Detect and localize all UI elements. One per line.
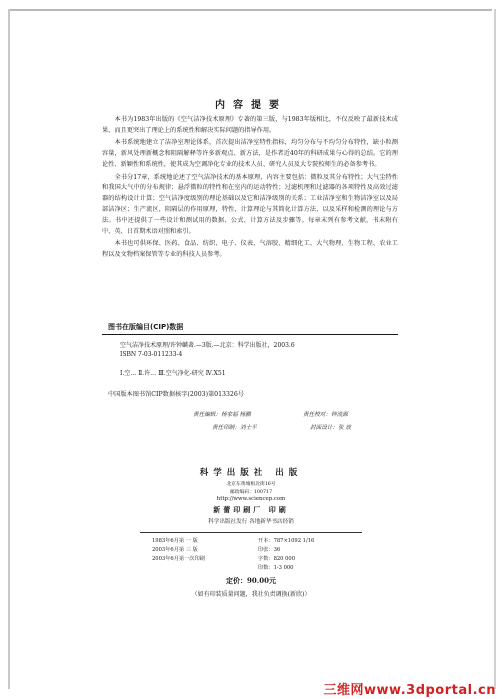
format-size: 开本：787×1092 1/16 [258, 538, 315, 544]
abstract-heading: 内容提要 [215, 100, 287, 111]
print-run: 印数：1-3 000 [258, 565, 294, 571]
abstract-paragraph-1: 本书为1983年出版的《空气洁净技术原理》专著的第三版，与1983年版相比，不仅反映了最新技术成果，而且更突出了理论上的系统性和解决实际问题的指导作用。 [102, 116, 398, 134]
abstract-paragraph-3: 全书分17章，系统地论述了空气洁净技术的基本原理，内容主要包括：微粒及其分布特性；大气尘特性和我国大气中的分布规律；悬浮微粒的特性和在室内的运动特性；过滤机理和过滤器的各项特性及高效过滤器的结构设计计算；空气洁净度级别的理论基础以及它和洁净级别的关系；工业洁净室和生物洁净室以及局部洁净区；生产流区，阻隔层的作用原理，特性，计算理论与其简化计算方法，以及采样和检测的理论与方法。书中还提供了一些设计和测试用的数据、公式、计算方法及步骤等。每章末列有参考文献，书末附有中、英、日首期术语对照和索引。 [102, 173, 398, 236]
cip-divider [102, 334, 398, 335]
site-watermark: 三维网www.3dportal.cn [323, 683, 496, 698]
credit-proofreader: 责任校对：钟流源 [303, 412, 348, 418]
price: 定价：90.00元 [226, 576, 276, 585]
distributor-line: 科学出版社发行 各地新华书店经销 [208, 519, 294, 525]
first-edition: 1983年6月第 一 版 [152, 538, 198, 544]
abstract-paragraph-2: 本书系统地建立了洁净室理论体系，首次提出洁净室特性指标，均匀分布与不均匀分布特性，缺小粒测容量，新风处理新概念和阻隔解释等许多新观点、新方法，是作者近40年的科研成果与心得的总结。它的理论性、新颖性和系统性，使其成为空调净化专业的技术人员、研究人员及大专院校师生的必备参考书。 [102, 139, 398, 169]
cip-record-number: 中国版本图书馆CIP数据核字(2003)第013326号 [108, 391, 244, 398]
credit-print-manager: 责任印制：刘士平 [212, 425, 257, 431]
cip-classification: Ⅰ.空… Ⅱ.许… Ⅲ.空气净化-研究 Ⅳ.X51 [120, 370, 226, 377]
word-count: 字数：820 000 [258, 556, 296, 562]
cip-title: 图书在版编目(CIP)数据 [108, 323, 184, 331]
publisher-address: 北京东黄城根北街16号 [226, 482, 276, 487]
third-edition: 2003年6月第 三 版 [152, 547, 198, 553]
page-edge-left [8, 9, 10, 689]
abstract-body [102, 115, 398, 263]
sheet-count: 印张：36 [258, 547, 281, 553]
edition-divider [140, 532, 362, 533]
credit-editors: 责任编辑：杨家福 杨鹏 [193, 412, 251, 418]
publisher-name: 科学出版社 出版 [199, 468, 303, 478]
publisher-postcode: 邮政编码：100717 [229, 490, 273, 495]
page-edge-right [494, 9, 496, 689]
abstract-paragraph-4: 本书也可供环保、医药、食品、纺织、电子、仪表、气溶胶、精细化工、大气物理、生物工程、农业工程以及文物档案保管等专业的科技人员参考。 [102, 240, 398, 259]
quality-notice: （如有印装质量问题，我社负责调换(新欣)） [191, 591, 311, 598]
cip-catalog-line: 空气洁净技术原理/许钟麟著.—3版.—北京：科学出版社，2003.6 [120, 342, 295, 349]
cip-isbn: ISBN 7-03-011233-4 [120, 351, 183, 358]
first-printing: 2003年6月第一次印刷 [152, 556, 205, 562]
credit-cover-designer: 封面设计：张 放 [310, 425, 351, 431]
printer-name: 新蕾印刷厂 印刷 [213, 505, 289, 514]
page-edge-top [8, 9, 492, 11]
publisher-website: http://www.sciencep.com [216, 496, 286, 502]
